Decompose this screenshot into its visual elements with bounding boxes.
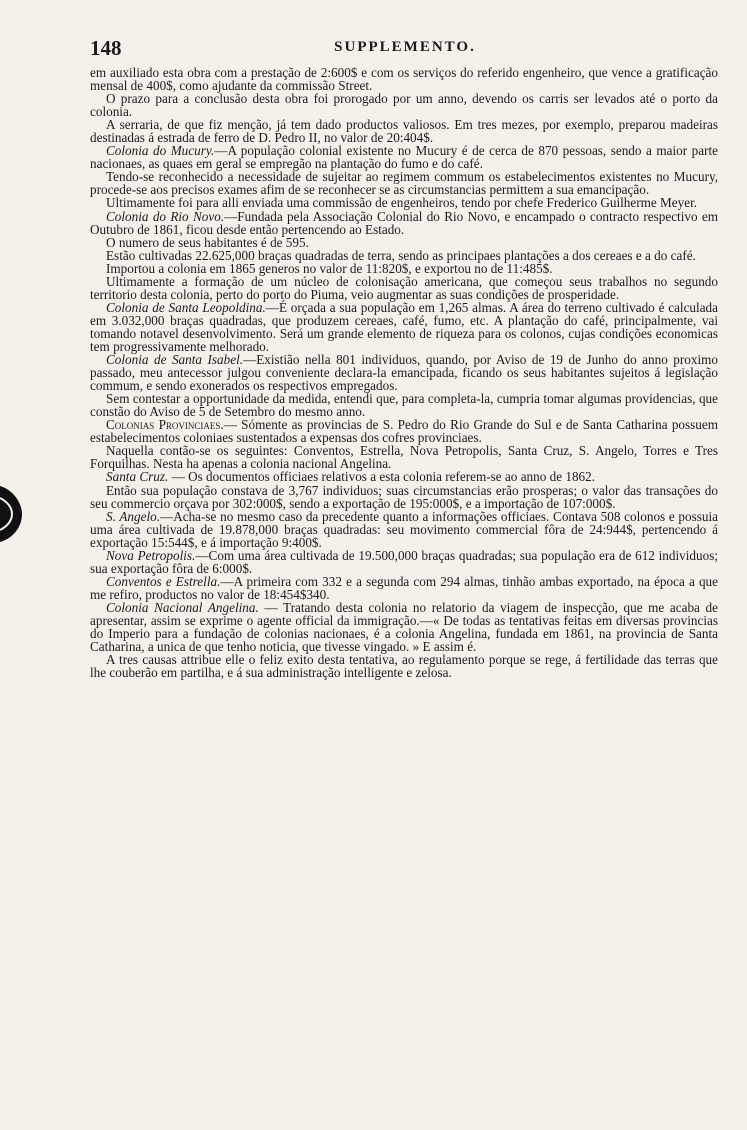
paragraph-23: A tres causas attribue elle o feliz exito desta tentativa, ao regulamento porque se rege, á fertilidade das terras que lhe couberão em partilha, e á sua administração intelligente e zelosa.: [90, 652, 718, 681]
section-lead-angelina: Colonia Nacional Angelina.: [106, 599, 259, 615]
section-lead-rio-novo: Colonia do Rio Novo.: [106, 208, 225, 224]
section-lead-santa-isabel: Colonia de Santa Isabel.: [106, 352, 244, 368]
page-number: 148: [90, 36, 122, 60]
paragraph-3: A serraria, de que fiz menção, já tem dado productos valiosos. Em tres mezes, por exemplo, preparou madeiras destinadas á estrada de ferro de D. Pedro II, no valor de 20:404$.: [90, 117, 718, 146]
paragraph-14: Sem contestar a opportunidade da medida, entendi que, para completa-la, cumpria tomar algumas providencias, que constão do Aviso de 5 de Setembro do mesmo anno.: [90, 391, 718, 420]
paragraph-17: Santa Cruz. — Os documentos officiaes relativos a esta colonia referem-se ao anno de 1862.: [106, 469, 596, 485]
section-lead-nova-petropolis: Nova Petropolis.: [106, 547, 196, 563]
paragraph-1: em auxiliado esta obra com a prestação de 2:600$ e com os serviços do referido engenheiro, que vence a gratificação mensal de 400$, como ajudante da commissão Street.: [90, 65, 718, 94]
paragraph-19: S. Angelo.—Acha-se no mesmo caso da precedente quanto a informações officiaes. Contava 508 colonos e possuia uma área cultivada de 19.878,000 braças quadradas: seu movimento commercial fôra de 24:944$, pertencendo á exportação 15:544$, e á importação 9:400$.: [90, 508, 718, 550]
paragraph-20: Nova Petropolis.—Com uma área cultivada de 19.500,000 braças quadradas; sua população era de 612 individuos; sua exportação fôra de 6:000$.: [90, 547, 718, 576]
binding-edge-mark: [0, 478, 30, 548]
paragraph-5: Tendo-se reconhecido a necessidade de sujeitar ao regimem commum os estabelecimentos existentes no Mucury, procede-se aos precisos exames afim de se reconhecer se as circumstancias permittem a sua emancipação.: [90, 169, 718, 198]
paragraph-2: O prazo para a conclusão desta obra foi prorogado por um anno, devendo os carris ser levados até o porto da colonia.: [90, 91, 718, 120]
paragraph-18: Então sua população constava de 3,767 individuos; suas circumstancias erão prosperas; o valor das transações do seu commercio orçava por 302:000$, sendo a exportação de 195:000$, e a importação de 107:000$.: [90, 482, 718, 511]
section-lead-santa-leopoldina: Colonia de Santa Leopoldina.: [106, 299, 266, 315]
paragraph-8: O numero de seus habitantes é de 595.: [106, 234, 309, 250]
paragraph-21: Conventos e Estrella.—A primeira com 332 e a segunda com 294 almas, tinhão ambas exportado, na época a que me refiro, productos no valor de 18:454$340.: [90, 573, 718, 602]
paragraph-16: Naquella contão-se os seguintes: Conventos, Estrella, Nova Petropolis, Santa Cruz, S. Angelo, Torres e Tres Forquilhas. Nesta ha apenas a colonia nacional Angelina.: [90, 443, 718, 472]
paragraph-15: Colonias Provinciaes.— Sómente as provincias de S. Pedro do Rio Grande do Sul e de Santa Catharina possuem estabelecimentos coloniaes sustentados a expensas dos cofres provinciaes.: [90, 417, 718, 446]
paragraph-7: Colonia do Rio Novo.—Fundada pela Associação Colonial do Rio Novo, e encampado o contracto respectivo em Outubro de 1861, ficou desde então pertencendo ao Estado.: [90, 208, 718, 237]
paragraph-4: Colonia do Mucury.—A população colonial existente no Mucury é de cerca de 870 pessoas, sendo a maior parte nacionaes, as quaes em geral se empregão na plantação do fumo e do café.: [90, 143, 718, 172]
body-text: [90, 66, 718, 679]
paragraph-6: Ultimamente foi para alli enviada uma commissão de engenheiros, tendo por chefe Frederico Guilherme Meyer.: [106, 195, 698, 211]
section-lead-s-angelo: S. Angelo.: [106, 508, 161, 524]
section-lead-colonias-provinciaes: Colonias Provinciaes.: [106, 417, 224, 433]
paragraph-12: Colonia de Santa Leopoldina.—É orçada a sua população em 1,265 almas. A área do terreno cultivado é calculada em 3.032,000 braças quadradas, que produzem cereaes, café, fumo, etc. A plantação do café, principalmente, vai tomando notavel desenvolvimento. Será um grande elemento de riqueza para os colonos, cujas condições economicas tem progressivamente melhorado.: [90, 299, 718, 354]
running-head: SUPPLEMENTO.: [334, 39, 476, 55]
paragraph-13: Colonia de Santa Isabel.—Existião nella 801 individuos, quando, por Aviso de 19 de Junho do anno proximo passado, meu antecessor julgou conveniente declara-la emancipada, ficando os seus habitantes sujeitos á legislação commum, e sendo exonerados os respectivos empregados.: [90, 352, 718, 394]
paragraph-10: Importou a colonia em 1865 generos no valor de 11:820$, e exportou no de 11:485$.: [106, 260, 553, 276]
page-header: [90, 36, 720, 62]
paragraph-11: Ultimamente a formação de um núcleo de colonisação americana, que começou seus trabalhos no segundo territorio desta colonia, perto do porto do Piuma, veio augmentar as suas condições de prosperidade.: [90, 273, 718, 302]
paragraph-22: Colonia Nacional Angelina. — Tratando desta colonia no relatorio da viagem de inspecção, que me acaba de apresentar, assim se exprime o agente official da immigração.—« De todas as tentativas feitas em diversas provincias do Imperio para a fundação de colonias nacionaes, é a colonia Angelina, fundada em 1861, na provincia de Santa Catharina, a unica de que tenho noticia, que tivesse vingado. » E assim é.: [90, 599, 718, 655]
section-lead-mucury: Colonia do Mucury.: [106, 143, 215, 159]
paragraph-9: Estão cultivadas 22.625,000 braças quadradas de terra, sendo as principaes plantações a dos cereaes e a do café.: [106, 247, 696, 263]
section-lead-conventos-estrella: Conventos e Estrella.: [106, 573, 221, 589]
section-lead-santa-cruz: Santa Cruz.: [106, 469, 169, 485]
